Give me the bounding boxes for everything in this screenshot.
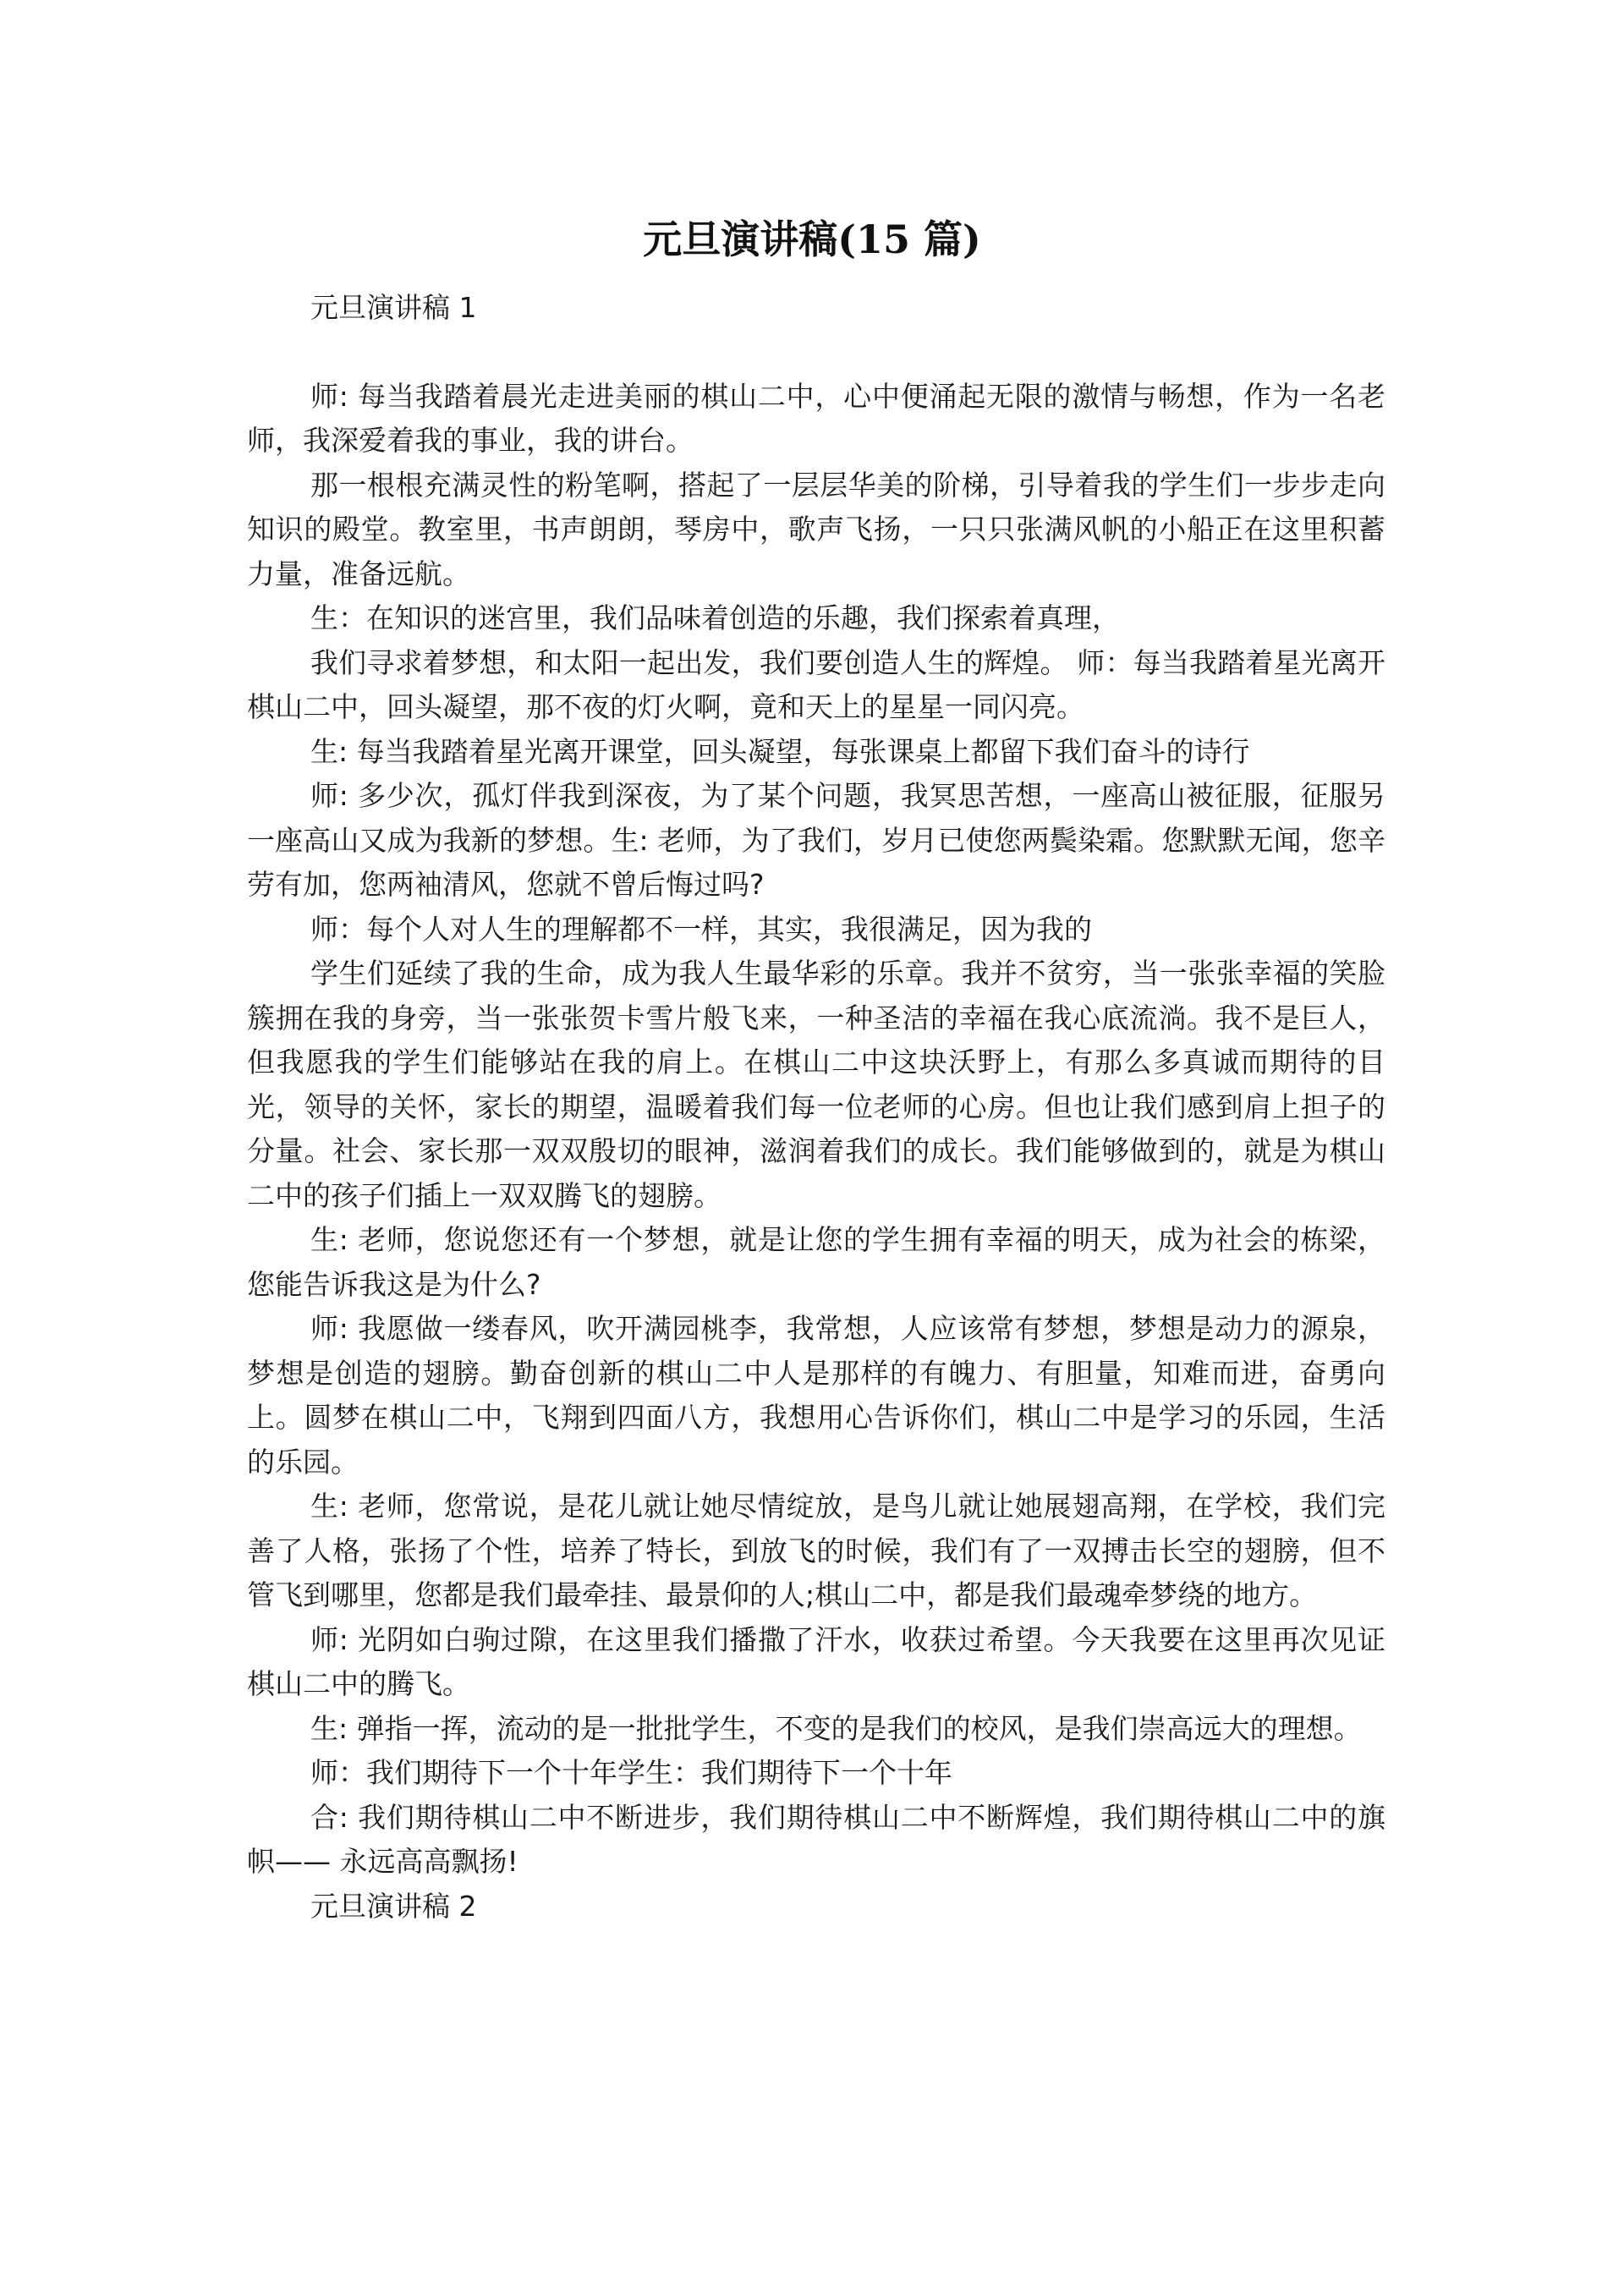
paragraph: 师: 多少次，孤灯伴我到深夜，为了某个问题，我冥思苦想，一座高山被征服，征服另一座高山又成为我新的梦想。生: 老师，为了我们，岁月已使您两鬓染霜。您默默无闻，您辛劳有加，您两袖清风，您就不曾后悔过吗?: [247, 779, 1385, 901]
section-heading: 元旦演讲稿 1: [310, 291, 477, 324]
paragraph: 学生们延续了我的生命，成为我人生最华彩的乐章。我并不贫穷，当一张张幸福的笑脸簇拥在我的身旁，当一张张贺卡雪片般飞来，一种圣洁的幸福在我心底流淌。我不是巨人，但我愿我的学生们能够站在我的肩上。在棋山二中这块沃野上，有那么多真诚而期待的目光，领导的关怀，家长的期望，温暖着我们每一位老师的心房。但也让我们感到肩上担子的分量。社会、家长那一双双殷切的眼神，滋润着我们的成长。我们能够做到的，就是为棋山二中的孩子们插上一双双腾飞的翅膀。: [247, 957, 1385, 1212]
paragraph: 生：在知识的迷宫里，我们品味着创造的乐趣，我们探索着真理，: [310, 601, 1120, 634]
paragraph: 生: 弹指一挥，流动的是一批批学生，不变的是我们的校风，是我们崇高远大的理想。: [310, 1711, 1362, 1745]
section-heading: 元旦演讲稿 2: [310, 1889, 477, 1923]
paragraph: 生: 老师，您说您还有一个梦想，就是让您的学生拥有幸福的明天，成为社会的栋梁，您能告诉我这是为什么?: [247, 1223, 1385, 1301]
blank-line: [247, 331, 1385, 375]
document-title: 元旦演讲稿(15 篇): [643, 217, 981, 262]
paragraph: 师：每个人对人生的理解都不一样，其实，我很满足，因为我的: [310, 912, 1092, 946]
paragraph: 合: 我们期待棋山二中不断进步，我们期待棋山二中不断辉煌，我们期待棋山二中的旗帜—— 永远高高飘扬!: [247, 1800, 1385, 1878]
paragraph: 师: 光阴如白驹过隙，在这里我们播撒了汗水，收获过希望。今天我要在这里再次见证棋山二中的腾飞。: [247, 1622, 1385, 1700]
paragraph: 师: 我愿做一缕春风，吹开满园桃李，我常想，人应该常有梦想，梦想是动力的源泉，梦想是创造的翅膀。勤奋创新的棋山二中人是那样的有魄力、有胆量，知难而进，奋勇向上。圆梦在棋山二中，飞翔到四面八方，我想用心告诉你们，棋山二中是学习的乐园，生活的乐园。: [247, 1312, 1385, 1479]
paragraph: 我们寻求着梦想，和太阳一起出发，我们要创造人生的辉煌。 师：每当我踏着星光离开棋山二中，回头凝望，那不夜的灯火啊，竟和天上的星星一同闪亮。: [247, 645, 1385, 723]
paragraph: 生: 每当我踏着星光离开课堂，回头凝望，每张课桌上都留下我们奋斗的诗行: [310, 734, 1250, 768]
paragraph: 生: 老师，您常说，是花儿就让她尽情绽放，是鸟儿就让她展翅高翔，在学校，我们完善了人格，张扬了个性，培养了特长，到放飞的时候，我们有了一双搏击长空的翅膀，但不管飞到哪里，您都是我们最牵挂、最景仰的人;棋山二中，都是我们最魂牵梦绕的地方。: [247, 1490, 1385, 1611]
document-body: [247, 286, 1385, 1929]
paragraph: 那一根根充满灵性的粉笔啊，搭起了一层层华美的阶梯，引导着我的学生们一步步走向知识的殿堂。教室里，书声朗朗，琴房中，歌声飞扬，一只只张满风帆的小船正在这里积蓄力量，准备远航。: [247, 468, 1385, 590]
paragraph: 师：我们期待下一个十年学生：我们期待下一个十年: [310, 1756, 952, 1789]
paragraph: 师: 每当我踏着晨光走进美丽的棋山二中，心中便涌起无限的激情与畅想，作为一名老师，我深爱着我的事业，我的讲台。: [247, 379, 1385, 457]
